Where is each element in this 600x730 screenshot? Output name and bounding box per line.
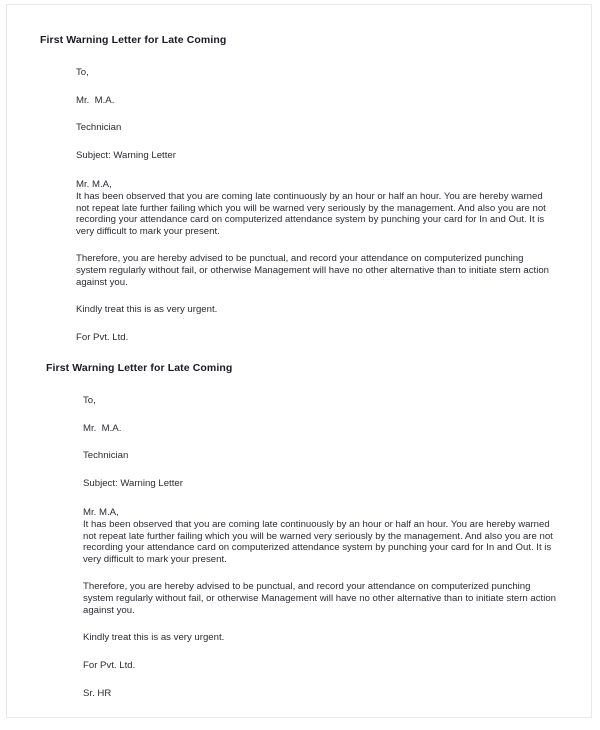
recipient-name: Mr. M.A. [76, 94, 115, 106]
to-label: To, [76, 67, 89, 78]
letter-title: First Warning Letter for Late Coming [40, 34, 227, 46]
salutation: Mr. M.A, [76, 179, 112, 191]
letter-body [83, 395, 591, 700]
document-page [6, 4, 592, 718]
recipient-title: Technician [76, 122, 122, 134]
paragraph-2: Therefore, you are hereby advised to be punctual, and record your attendance on computerized punching system regularly without fail, or otherwise Management will have no other alternative than to initiate stern action against you. [83, 581, 556, 616]
to-label: To, [83, 395, 96, 406]
recipient-name: Mr. M.A. [83, 422, 122, 434]
letter-title: First Warning Letter for Late Coming [46, 362, 233, 374]
letter-body [76, 67, 591, 343]
letter-block-2 [7, 345, 591, 718]
paragraph-1: It has been observed that you are coming late continuously by an hour or half an hour. You are hereby warned not repeat late further failing which you will be warned very seriously by the management. And also you are not recording your attendance card on computerized attendance system by punching your card for In and Out. It is very difficult to mark your present. [76, 190, 546, 237]
signoff-role: Sr. HR [83, 688, 112, 700]
subject-line: Subject: Warning Letter [76, 149, 176, 161]
letter-block-1 [7, 5, 591, 343]
paragraph-2: Therefore, you are hereby advised to be punctual, and record your attendance on computerized punching system regularly without fail, or otherwise Management will have no other alternative than to initiate stern action against you. [76, 253, 549, 288]
subject-line: Subject: Warning Letter [83, 477, 183, 489]
closing-request: Kindly treat this is as very urgent. [76, 304, 218, 316]
paragraph-1: It has been observed that you are coming late continuously by an hour or half an hour. You are hereby warned not repeat late further failing which you will be warned very seriously by the management. And also you are not recording your attendance card on computerized attendance system by punching your card for In and Out. It is very difficult to mark your present. [83, 518, 553, 565]
recipient-title: Technician [83, 450, 129, 462]
signoff-company: For Pvt. Ltd. [76, 331, 129, 343]
signoff-company: For Pvt. Ltd. [83, 659, 136, 671]
salutation: Mr. M.A, [83, 507, 119, 519]
closing-request: Kindly treat this is as very urgent. [83, 632, 225, 644]
